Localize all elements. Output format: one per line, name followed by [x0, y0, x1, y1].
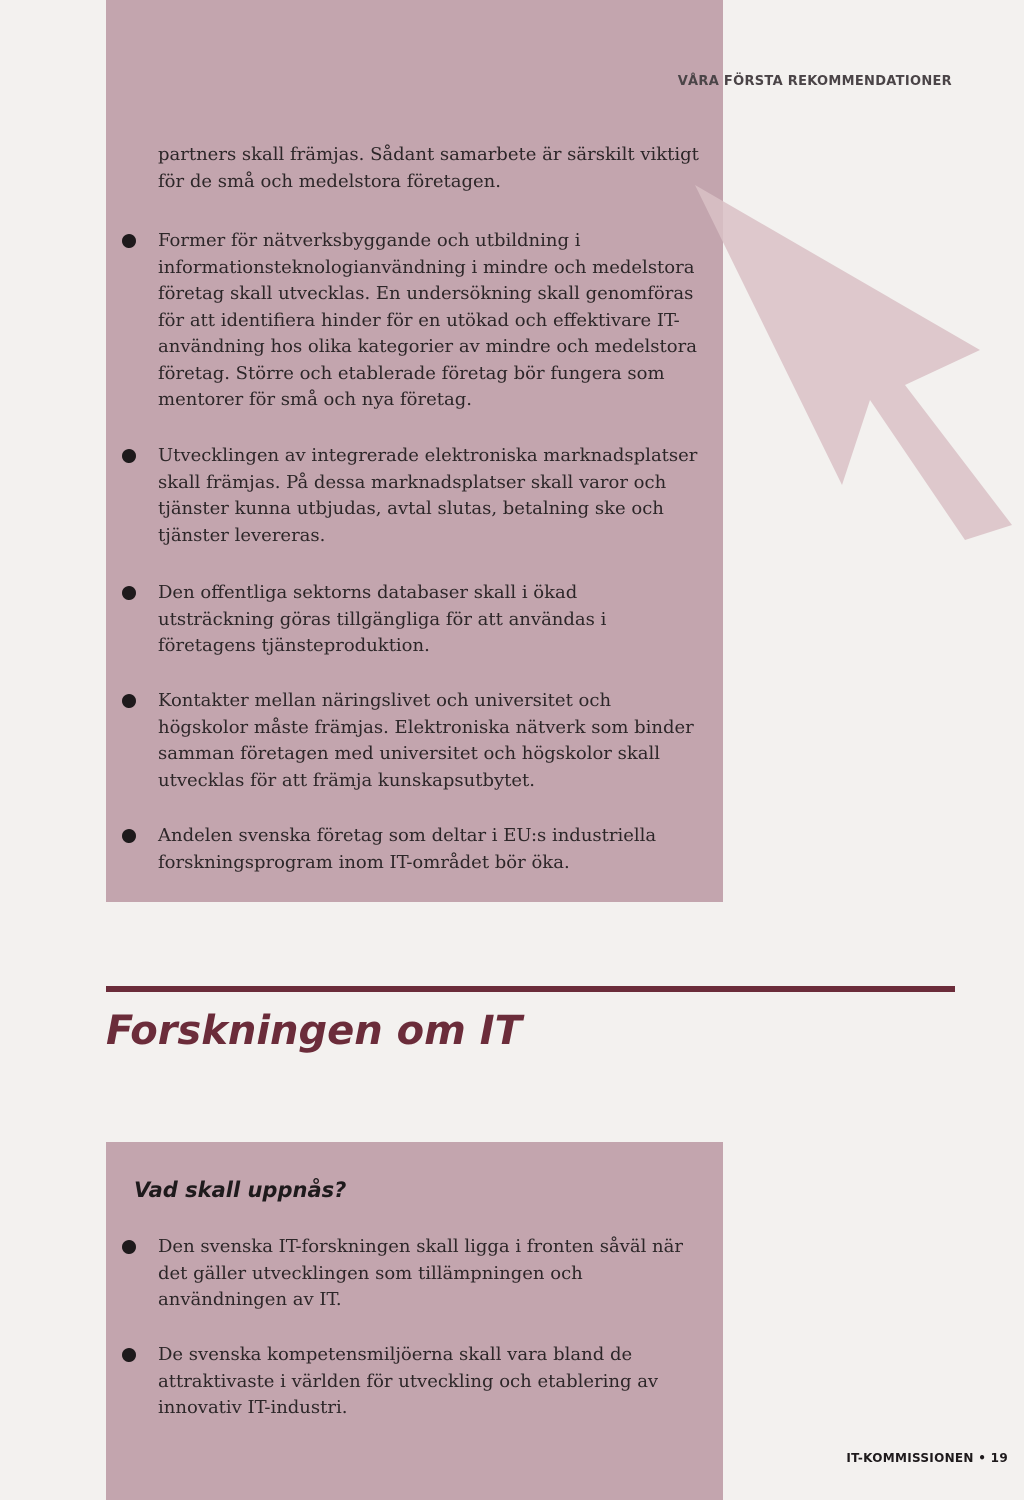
bullet-dot-icon	[122, 586, 136, 600]
section-divider	[106, 986, 955, 992]
bullet-dot-icon	[122, 234, 136, 248]
list-item-text: De svenska kompetensmiljöerna skall vara bland de attraktivaste i världen för utveckling och etablering av innovativ IT-industri.	[158, 1344, 659, 1418]
list-item-text: Den offentliga sektorns databaser skall i ökad utsträckning göras tillgängliga för att användas i företagens tjänsteproduktion.	[158, 582, 607, 656]
section-title: Forskningen om IT	[106, 1008, 522, 1054]
bullet-dot-icon	[122, 694, 136, 708]
list-item-text: Former för nätverksbyggande och utbildning i informationsteknologianvändning i mindre och medelstora företag skall utvecklas. En undersökning skall genomföras för att identifiera hinder för en utökad och effektivare IT-användning hos olika kategorier av mindre och medelstora företag. Större och etablerade företag bör fungera som mentorer för små och nya företag.	[158, 230, 697, 410]
intro-paragraph: partners skall främjas. Sådant samarbete är särskilt viktigt för de små och medelstora företagen.	[158, 144, 699, 192]
bullet-dot-icon	[122, 449, 136, 463]
list-item-text: Den svenska IT-forskningen skall ligga i fronten såväl när det gäller utvecklingen som tillämpningen och användningen av IT.	[158, 1236, 683, 1310]
page-footer: IT-KOMMISSIONEN • 19	[846, 1451, 1008, 1465]
list-item-text: Andelen svenska företag som deltar i EU:s industriella forskningsprogram inom IT-området bör öka.	[158, 825, 657, 873]
bullet-dot-icon	[122, 1240, 136, 1254]
bullet-dot-icon	[122, 1348, 136, 1362]
section-subtitle: Vad skall uppnås?	[134, 1178, 347, 1202]
list-item-text: Kontakter mellan näringslivet och universitet och högskolor måste främjas. Elektroniska nätverk som binder samman företagen med universitet och högskolor skall utvecklas för att främja kunskapsutbytet.	[158, 690, 694, 791]
bullet-dot-icon	[122, 829, 136, 843]
section-label: VÅRA FÖRSTA REKOMMENDATIONER	[677, 74, 952, 89]
list-item-text: Utvecklingen av integrerade elektroniska marknadsplatser skall främjas. På dessa marknadsplatser skall varor och tjänster kunna utbjudas, avtal slutas, betalning ske och tjänster levereras.	[158, 445, 698, 546]
